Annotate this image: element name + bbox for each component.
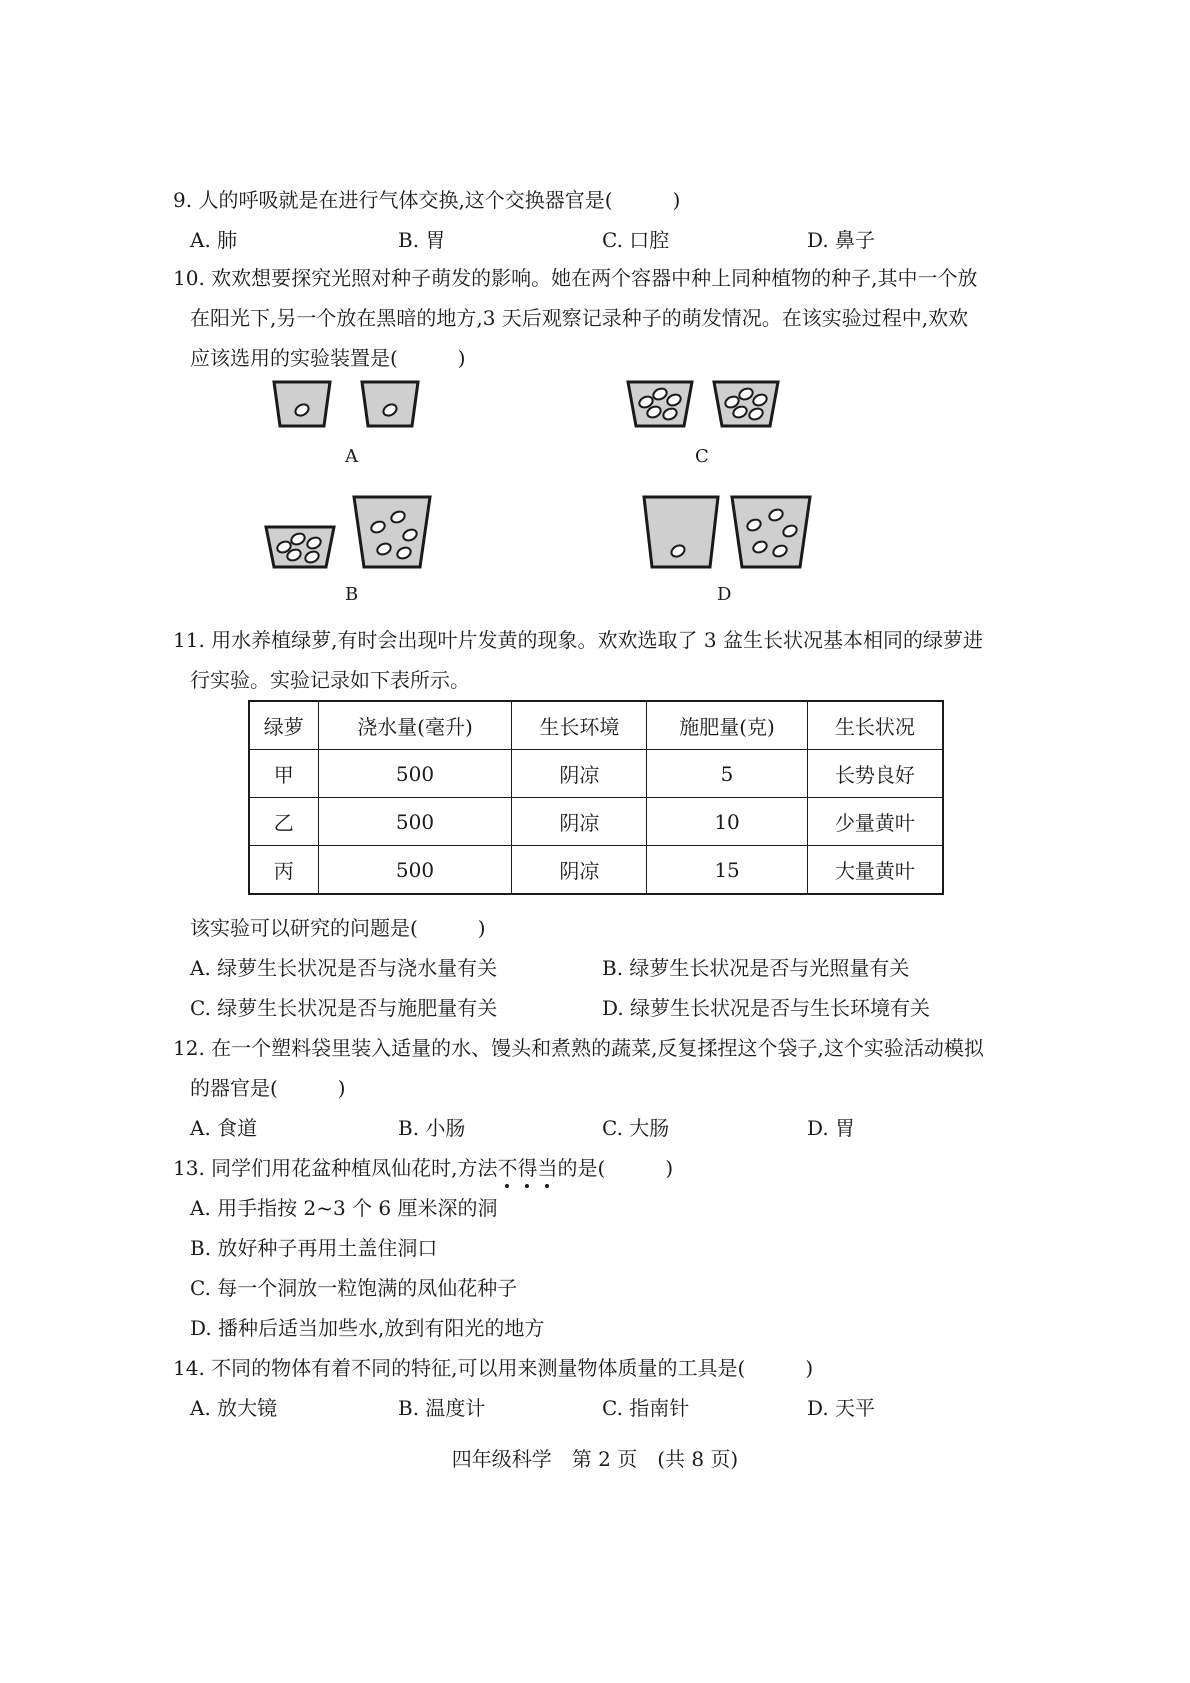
q10-label-d: D xyxy=(717,584,732,605)
q13-stem: 13. 同学们用花盆种植凤仙花时,方法不得当的是( ) xyxy=(173,1156,674,1180)
q11-option-b[interactable]: B. 绿萝生长状况是否与光照量有关 xyxy=(602,956,910,980)
container-icon xyxy=(354,497,430,567)
q14-option-c[interactable]: C. 指南针 xyxy=(602,1396,690,1420)
table-cell: 大量黄叶 xyxy=(807,846,943,895)
q14-option-b[interactable]: B. 温度计 xyxy=(398,1396,486,1420)
table-cell: 500 xyxy=(318,798,512,846)
table-header-cell: 生长状况 xyxy=(807,701,943,750)
table-row xyxy=(249,750,943,798)
q10-figure-d[interactable] xyxy=(640,495,820,575)
table-cell: 甲 xyxy=(249,750,318,798)
emphasis-dot xyxy=(545,1184,549,1188)
table-header-cell: 施肥量(克) xyxy=(647,701,808,750)
q13-option-c[interactable]: C. 每一个洞放一粒饱满的凤仙花种子 xyxy=(190,1276,518,1300)
table-header-cell: 浇水量(毫升) xyxy=(318,701,512,750)
table-cell: 10 xyxy=(647,798,808,846)
q9-stem: 9. 人的呼吸就是在进行气体交换,这个交换器官是( ) xyxy=(173,188,681,212)
q13-option-a[interactable]: A. 用手指按 2~3 个 6 厘米深的洞 xyxy=(190,1196,498,1220)
table-row xyxy=(249,798,943,846)
q11-stem-line-1: 11. 用水养植绿萝,有时会出现叶片发黄的现象。欢欢选取了 3 盆生长状况基本相同的绿萝进 xyxy=(173,628,983,652)
q13-option-d[interactable]: D. 播种后适当加些水,放到有阳光的地方 xyxy=(190,1316,545,1340)
table-cell: 阴凉 xyxy=(512,750,647,798)
q12-option-d[interactable]: D. 胃 xyxy=(807,1116,856,1140)
container-icon xyxy=(644,497,718,567)
experiment-table xyxy=(248,700,944,895)
table-cell: 乙 xyxy=(249,798,318,846)
table-cell: 500 xyxy=(318,846,512,895)
table-cell: 丙 xyxy=(249,846,318,895)
table-header-row xyxy=(249,701,943,750)
q11-stem-line-2: 行实验。实验记录如下表所示。 xyxy=(190,668,470,692)
page-footer: 四年级科学 第 2 页 (共 8 页) xyxy=(451,1447,739,1471)
q12-stem-line-2: 的器官是( ) xyxy=(190,1076,346,1100)
q10-label-b: B xyxy=(345,584,359,605)
q9-option-c[interactable]: C. 口腔 xyxy=(602,228,670,252)
emphasis-dot xyxy=(505,1184,509,1188)
q11-question: 该实验可以研究的问题是( ) xyxy=(190,916,486,940)
q13-option-b[interactable]: B. 放好种子再用土盖住洞口 xyxy=(190,1236,438,1260)
table-cell: 长势良好 xyxy=(807,750,943,798)
table-cell: 少量黄叶 xyxy=(807,798,943,846)
emphasis-dot xyxy=(525,1184,529,1188)
q11-option-a[interactable]: A. 绿萝生长状况是否与浇水量有关 xyxy=(190,956,498,980)
q10-figure-c[interactable] xyxy=(624,380,784,440)
table-cell: 阴凉 xyxy=(512,798,647,846)
q10-stem-line-1: 10. 欢欢想要探究光照对种子萌发的影响。她在两个容器中种上同种植物的种子,其中一个放 xyxy=(173,266,978,290)
table-cell: 阴凉 xyxy=(512,846,647,895)
table-cell: 500 xyxy=(318,750,512,798)
q9-option-a[interactable]: A. 肺 xyxy=(190,228,238,252)
q10-label-c: C xyxy=(695,446,709,467)
q9-option-b[interactable]: B. 胃 xyxy=(398,228,446,252)
q9-option-d[interactable]: D. 鼻子 xyxy=(807,228,876,252)
q11-option-d[interactable]: D. 绿萝生长状况是否与生长环境有关 xyxy=(602,996,931,1020)
q12-option-c[interactable]: C. 大肠 xyxy=(602,1116,670,1140)
q10-figure-b[interactable] xyxy=(262,495,442,575)
q10-stem-line-2: 在阳光下,另一个放在黑暗的地方,3 天后观察记录种子的萌发情况。在该实验过程中,欢欢 xyxy=(190,306,969,330)
q14-option-a[interactable]: A. 放大镜 xyxy=(190,1396,278,1420)
table-row xyxy=(249,846,943,895)
q12-option-b[interactable]: B. 小肠 xyxy=(398,1116,466,1140)
q12-stem-line-1: 12. 在一个塑料袋里装入适量的水、馒头和煮熟的蔬菜,反复揉捏这个袋子,这个实验活动模拟 xyxy=(173,1036,984,1060)
q10-label-a: A xyxy=(345,446,358,467)
q14-stem: 14. 不同的物体有着不同的特征,可以用来测量物体质量的工具是( ) xyxy=(173,1356,814,1380)
table-header-cell: 生长环境 xyxy=(512,701,647,750)
q10-figure-a[interactable] xyxy=(270,380,430,440)
table-cell: 15 xyxy=(647,846,808,895)
table-header-cell: 绿萝 xyxy=(249,701,318,750)
q10-stem-line-3: 应该选用的实验装置是( ) xyxy=(190,346,466,370)
table-cell: 5 xyxy=(647,750,808,798)
q11-option-c[interactable]: C. 绿萝生长状况是否与施肥量有关 xyxy=(190,996,498,1020)
container-icon xyxy=(732,497,810,567)
q12-option-a[interactable]: A. 食道 xyxy=(190,1116,258,1140)
q14-option-d[interactable]: D. 天平 xyxy=(807,1396,876,1420)
